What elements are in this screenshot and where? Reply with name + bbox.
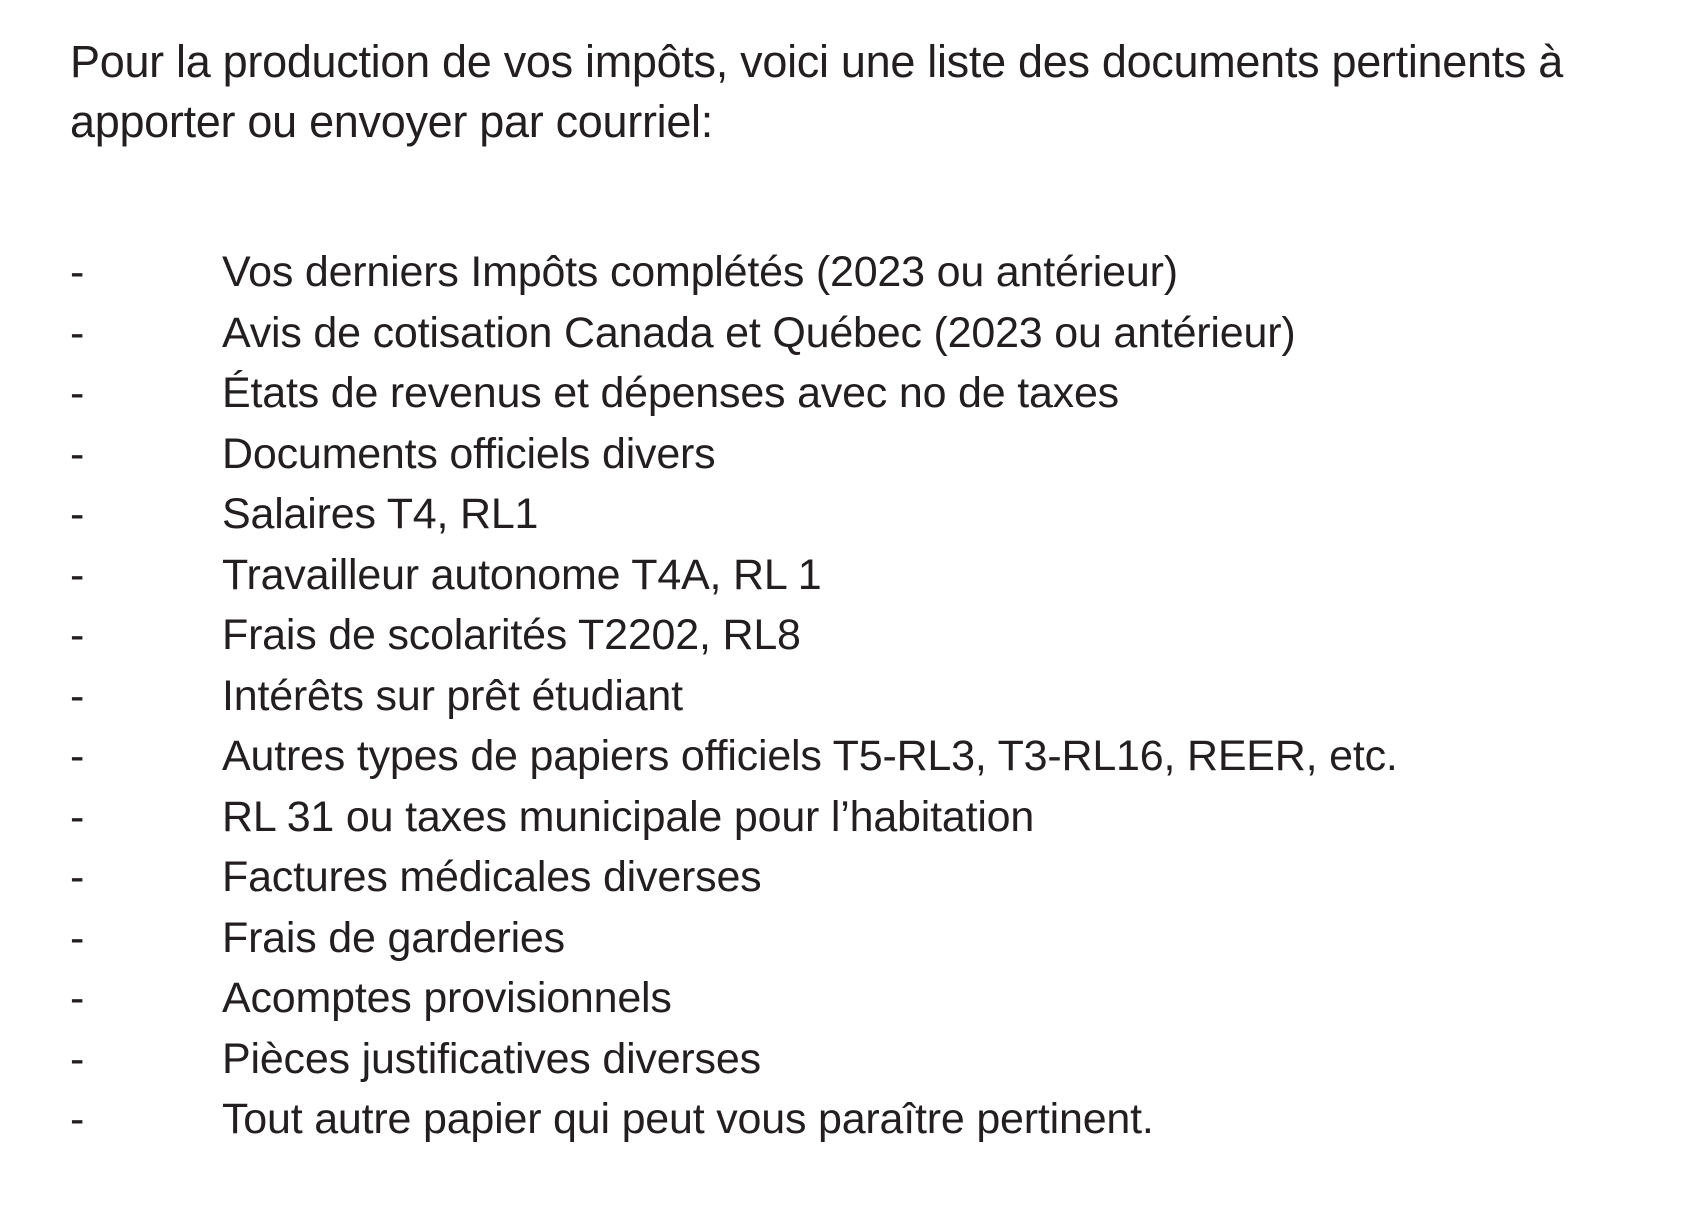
list-item: [70, 847, 1670, 908]
list-bullet-dash: -: [70, 1095, 85, 1143]
list-bullet-dash: -: [70, 490, 85, 538]
list-bullet-dash: -: [70, 732, 85, 780]
list-item: [70, 242, 1670, 303]
list-item-text: Vos derniers Impôts complétés (2023 ou antérieur): [222, 248, 1178, 296]
list-item: [70, 666, 1670, 727]
list-item-text: Tout autre papier qui peut vous paraître pertinent.: [222, 1095, 1154, 1143]
list-item-text: Travailleur autonome T4A, RL 1: [222, 550, 822, 599]
list-item-text: RL 31 ou taxes municipale pour l’habitation: [222, 792, 1035, 841]
list-item-text: États de revenus et dépenses avec no de taxes: [222, 369, 1119, 417]
list-bullet-dash: -: [70, 429, 85, 478]
list-item: [70, 908, 1670, 969]
list-bullet-dash: -: [70, 974, 85, 1022]
list-item: [70, 968, 1670, 1029]
list-bullet-dash: -: [70, 369, 85, 417]
list-bullet-dash: -: [70, 671, 85, 720]
list-bullet-dash: -: [70, 913, 85, 962]
list-item: [70, 605, 1670, 666]
list-item: [70, 1089, 1670, 1150]
list-item: [70, 363, 1670, 424]
list-item-text: Documents officiels divers: [222, 429, 716, 478]
list-item-text: Salaires T4, RL1: [222, 490, 539, 538]
list-item-text: Frais de scolarités T2202, RL8: [222, 611, 801, 659]
document-page: [70, 32, 1670, 1150]
list-item: [70, 1029, 1670, 1090]
list-item-text: Factures médicales diverses: [222, 853, 762, 901]
list-item: [70, 484, 1670, 545]
list-item-text: Autres types de papiers officiels T5-RL3, T3-RL16, REER, etc.: [222, 732, 1398, 780]
documents-list: [70, 242, 1670, 1150]
list-bullet-dash: -: [70, 550, 85, 599]
list-item-text: Pièces justificatives diverses: [222, 1034, 761, 1083]
list-item-text: Frais de garderies: [222, 913, 565, 962]
list-bullet-dash: -: [70, 853, 85, 901]
list-bullet-dash: -: [70, 611, 85, 659]
list-bullet-dash: -: [70, 792, 85, 841]
list-item-text: Acomptes provisionnels: [222, 974, 672, 1022]
intro-paragraph: Pour la production de vos impôts, voici une liste des documents pertinents à apporter ou envoyer par courriel:: [70, 36, 1564, 147]
list-bullet-dash: -: [70, 1034, 85, 1083]
list-bullet-dash: -: [70, 248, 85, 296]
list-item: [70, 726, 1670, 787]
list-item-text: Avis de cotisation Canada et Québec (2023 ou antérieur): [222, 308, 1296, 357]
list-item: [70, 424, 1670, 485]
list-item-text: Intérêts sur prêt étudiant: [222, 671, 683, 720]
list-bullet-dash: -: [70, 308, 85, 357]
list-item: [70, 303, 1670, 364]
list-item: [70, 787, 1670, 848]
list-item: [70, 545, 1670, 606]
